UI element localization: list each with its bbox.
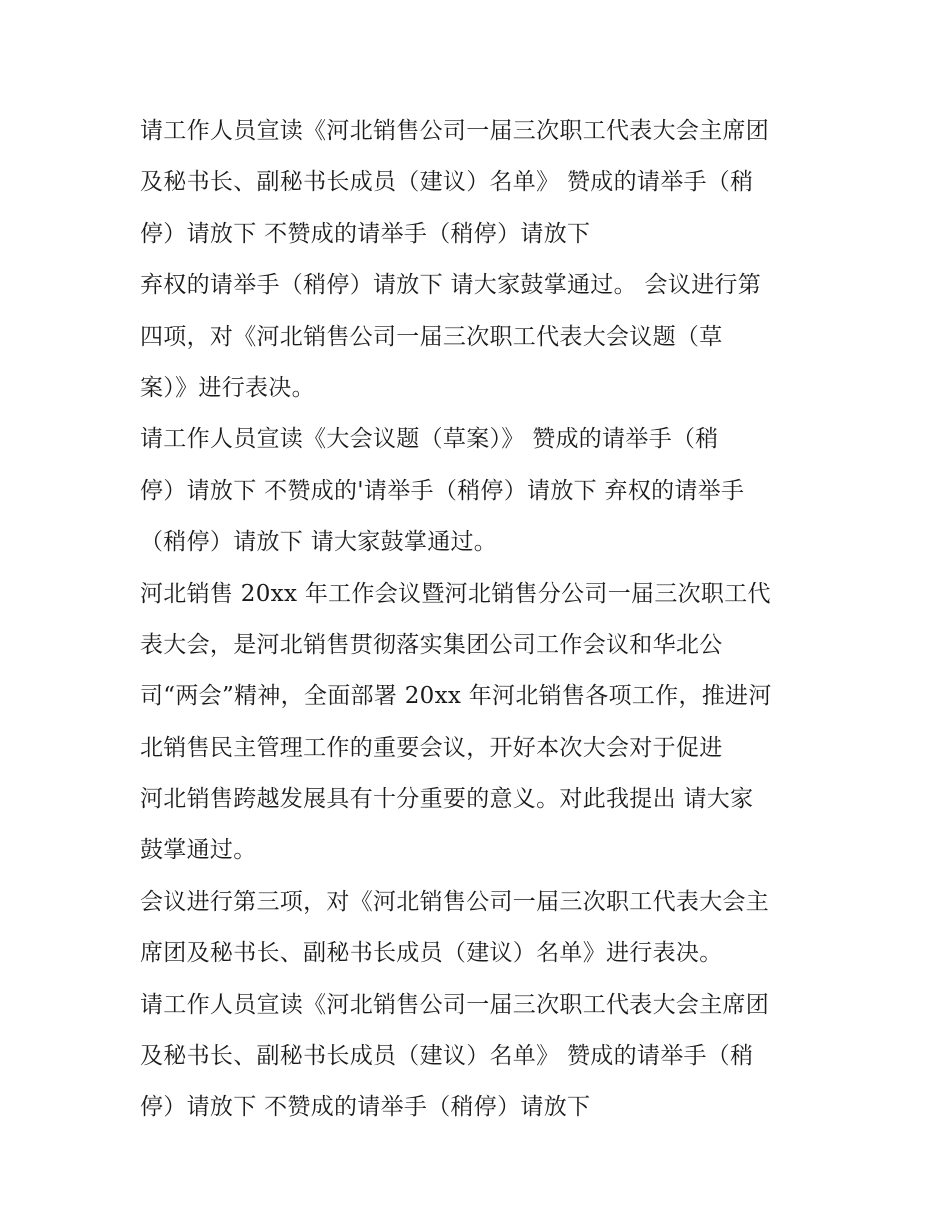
- text-line-15: 鼓掌通过。: [140, 837, 257, 864]
- text-line-6: 案）》进行表决。: [140, 374, 315, 401]
- text-line-17: 席团及秘书长、副秘书长成员（建议）名单》进行表决。: [140, 940, 723, 967]
- text-line-1: 请工作人员宣读《河北销售公司一届三次职工代表大会主席团: [140, 118, 770, 144]
- text-line-5: 四项，对《河北销售公司一届三次职工代表大会议题（草: [140, 323, 723, 350]
- text-line-20: 停）请放下 不赞成的请举手（稍停）请放下: [140, 1094, 591, 1121]
- text-line-13: 北销售民主管理工作的重要会议，开好本次大会对于促进: [140, 734, 723, 761]
- document-body: [140, 108, 840, 1136]
- text-line-3: 停）请放下 不赞成的请举手（稍停）请放下: [140, 220, 591, 247]
- text-line-7: 请工作人员宣读《大会议题（草案）》 赞成的请举手（稍: [140, 426, 719, 453]
- text-line-12: 司“两会”精神，全面部署 20xx 年河北销售各项工作，推进河: [140, 683, 772, 710]
- text-line-2: 及秘书长、副秘书长成员（建议）名单》 赞成的请举手（稍: [140, 169, 754, 196]
- text-line-16: 会议进行第三项，对《河北销售公司一届三次职工代表大会主: [140, 888, 770, 915]
- text-line-19: 及秘书长、副秘书长成员（建议）名单》 赞成的请举手（稍: [140, 1043, 754, 1070]
- text-line-18: 请工作人员宣读《河北销售公司一届三次职工代表大会主席团: [140, 991, 770, 1018]
- text-line-9: （稍停）请放下 请大家鼓掌通过。: [140, 529, 498, 556]
- text-line-11: 表大会，是河北销售贯彻落实集团公司工作会议和华北公: [140, 631, 723, 658]
- text-line-14: 河北销售跨越发展具有十分重要的意义。对此我提出 请大家: [140, 786, 754, 813]
- text-line-4: 弃权的请举手（稍停）请放下 请大家鼓掌通过。 会议进行第: [140, 272, 762, 299]
- text-line-10: 河北销售 20xx 年工作会议暨河北销售分公司一届三次职工代: [140, 580, 771, 607]
- text-line-8: 停）请放下 不赞成的'请举手（稍停）请放下 弃权的请举手: [140, 477, 745, 504]
